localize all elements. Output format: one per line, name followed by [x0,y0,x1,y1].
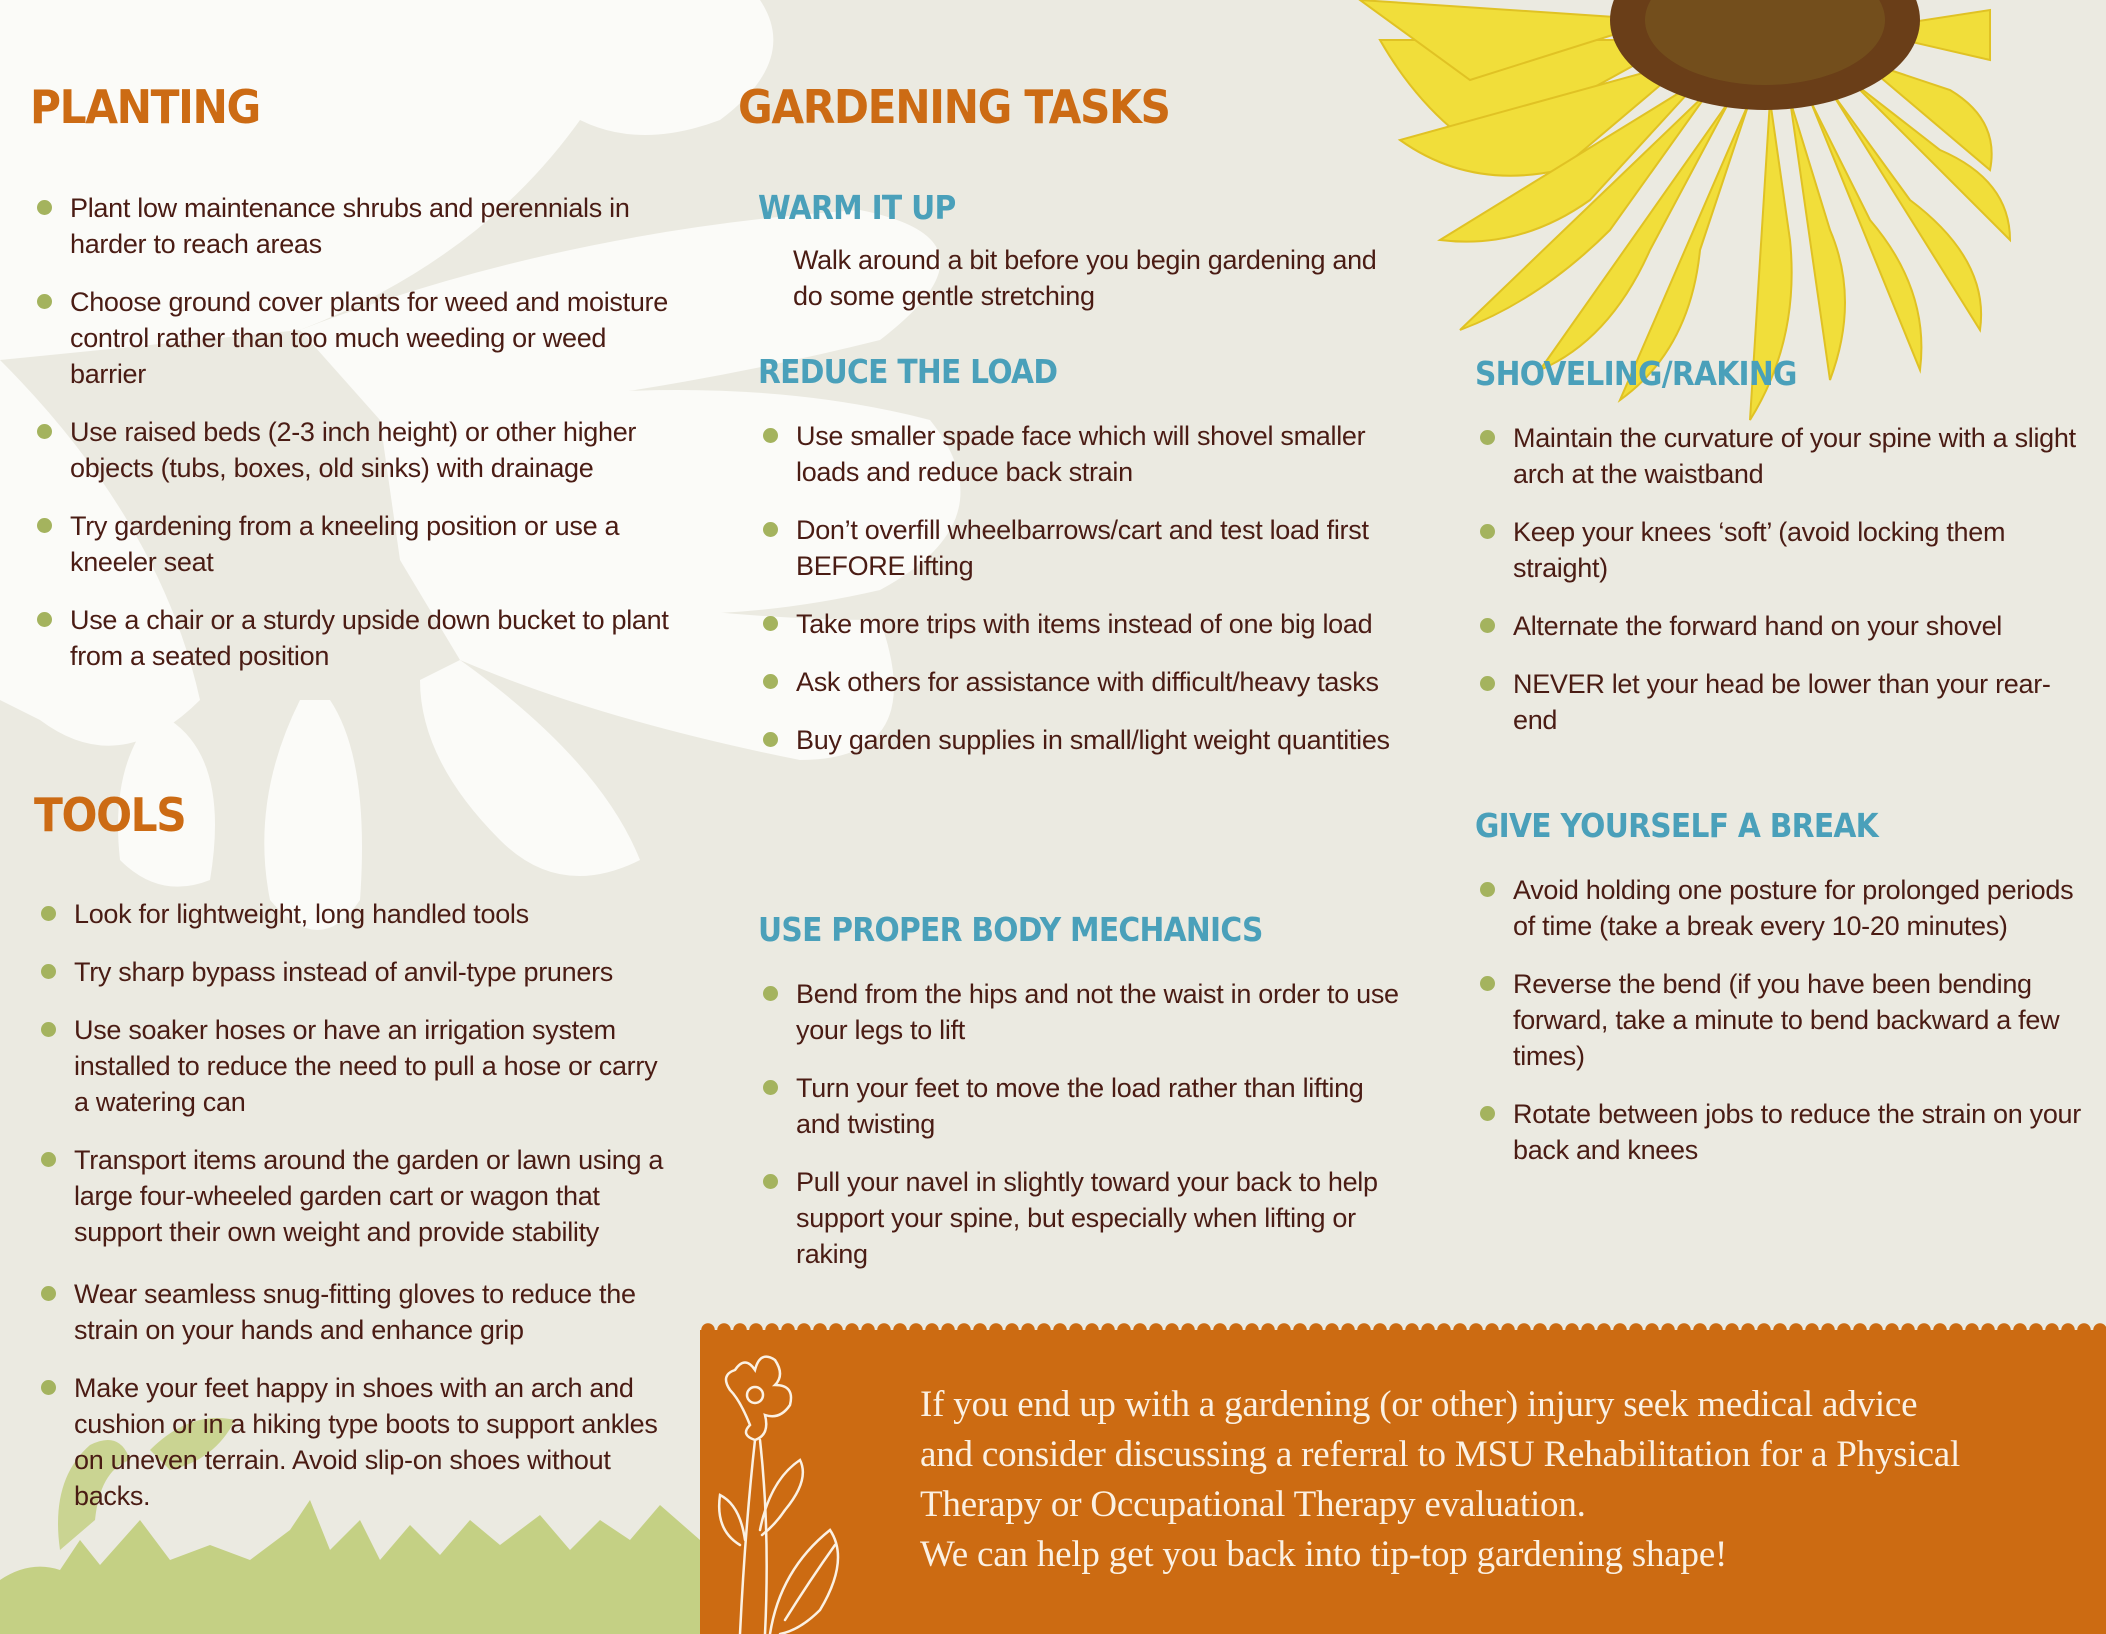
bullet-icon [41,964,56,979]
list-item: Plant low maintenance shrubs and perennials in harder to reach areas [34,190,674,262]
list-item: Look for lightweight, long handled tools [38,896,668,932]
callout-line: We can help get you back into tip-top gardening shape! [920,1534,1728,1575]
bullet-icon [763,522,778,537]
list-item: NEVER let your head be lower than your rear-end [1477,666,2087,738]
bullet-icon [41,1286,56,1301]
bullet-icon [763,1080,778,1095]
bullet-icon [1480,618,1495,633]
list-item: Use a chair or a sturdy upside down bucket to plant from a seated position [34,602,674,674]
bullet-icon [1480,1106,1495,1121]
list-item: Try sharp bypass instead of anvil-type pruners [38,954,668,990]
bullet-icon [1480,430,1495,445]
list-item: Try gardening from a kneeling position or use a kneeler seat [34,508,674,580]
callout-message [920,1380,2070,1580]
list-item: Take more trips with items instead of one big load [760,606,1400,642]
list-item: Wear seamless snug-fitting gloves to reduce the strain on your hands and enhance grip [38,1276,668,1348]
list-item: Reverse the bend (if you have been bending forward, take a minute to bend backward a few times) [1477,966,2087,1074]
shoveling-raking-list [1477,420,2087,738]
bullet-icon [763,616,778,631]
planting-list [34,190,674,674]
bullet-icon [1480,882,1495,897]
give-yourself-a-break-title: GIVE YOURSELF A BREAK [1475,806,1878,845]
warm-it-up-text: Walk around a bit before you begin gardening and do some gentle stretching [793,245,1377,311]
body-mechanics-list [760,976,1400,1272]
bullet-icon [37,424,52,439]
list-item: Alternate the forward hand on your shovel [1477,608,2087,644]
list-item: Avoid holding one posture for prolonged periods of time (take a break every 10-20 minutes) [1477,872,2087,944]
tools-title: TOOLS [34,788,186,842]
list-item: Pull your navel in slightly toward your back to help support your spine, but especially when lifting or raking [760,1164,1400,1272]
list-item: Use soaker hoses or have an irrigation system installed to reduce the need to pull a hose or carry a watering can [38,1012,668,1120]
flower-sketch-icon [700,1330,870,1634]
list-item: Turn your feet to move the load rather than lifting and twisting [760,1070,1400,1142]
list-item: Make your feet happy in shoes with an arch and cushion or in a hiking type boots to support ankles on uneven terrain. Avoid slip-on shoes without backs. [38,1370,668,1514]
warm-it-up-title: WARM IT UP [758,188,956,227]
bullet-icon [37,612,52,627]
list-item: Don’t overfill wheelbarrows/cart and test load first BEFORE lifting [760,512,1400,584]
bullet-icon [37,518,52,533]
callout-line: and consider discussing a referral to MSU Rehabilitation for a Physical [920,1434,1961,1475]
list-item: Use raised beds (2-3 inch height) or other higher objects (tubs, boxes, old sinks) with drainage [34,414,674,486]
bullet-icon [763,986,778,1001]
planting-title: PLANTING [30,80,260,134]
gardening-tasks-title: GARDENING TASKS [738,80,1170,134]
give-yourself-a-break-list [1477,872,2087,1168]
list-item: Ask others for assistance with difficult/heavy tasks [760,664,1400,700]
bullet-icon [1480,676,1495,691]
bullet-icon [41,1152,56,1167]
list-item: Keep your knees ‘soft’ (avoid locking them straight) [1477,514,2087,586]
bullet-icon [41,906,56,921]
bullet-icon [763,732,778,747]
bullet-icon [1480,524,1495,539]
list-item: Rotate between jobs to reduce the strain on your back and knees [1477,1096,2087,1168]
list-item: Maintain the curvature of your spine with a slight arch at the waistband [1477,420,2087,492]
callout-line: Therapy or Occupational Therapy evaluation. [920,1484,1586,1525]
list-item: Choose ground cover plants for weed and moisture control rather than too much weeding or weed barrier [34,284,674,392]
list-item: Bend from the hips and not the waist in order to use your legs to lift [760,976,1400,1048]
bullet-icon [763,428,778,443]
list-item: Use smaller spade face which will shovel smaller loads and reduce back strain [760,418,1400,490]
tools-list [38,896,668,1514]
list-item: Transport items around the garden or lawn using a large four-wheeled garden cart or wagon that support their own weight and provide stability [38,1142,668,1250]
bullet-icon [763,1174,778,1189]
bullet-icon [37,294,52,309]
callout-line: If you end up with a gardening (or other) injury seek medical advice [920,1384,1918,1425]
bullet-icon [41,1380,56,1395]
reduce-the-load-title: REDUCE THE LOAD [758,352,1058,391]
shoveling-raking-title: SHOVELING/RAKING [1475,354,1797,393]
body-mechanics-title: USE PROPER BODY MECHANICS [758,910,1263,949]
bullet-icon [1480,976,1495,991]
bullet-icon [37,200,52,215]
bullet-icon [41,1022,56,1037]
reduce-the-load-list [760,418,1400,758]
list-item: Buy garden supplies in small/light weight quantities [760,722,1400,758]
bullet-icon [763,674,778,689]
